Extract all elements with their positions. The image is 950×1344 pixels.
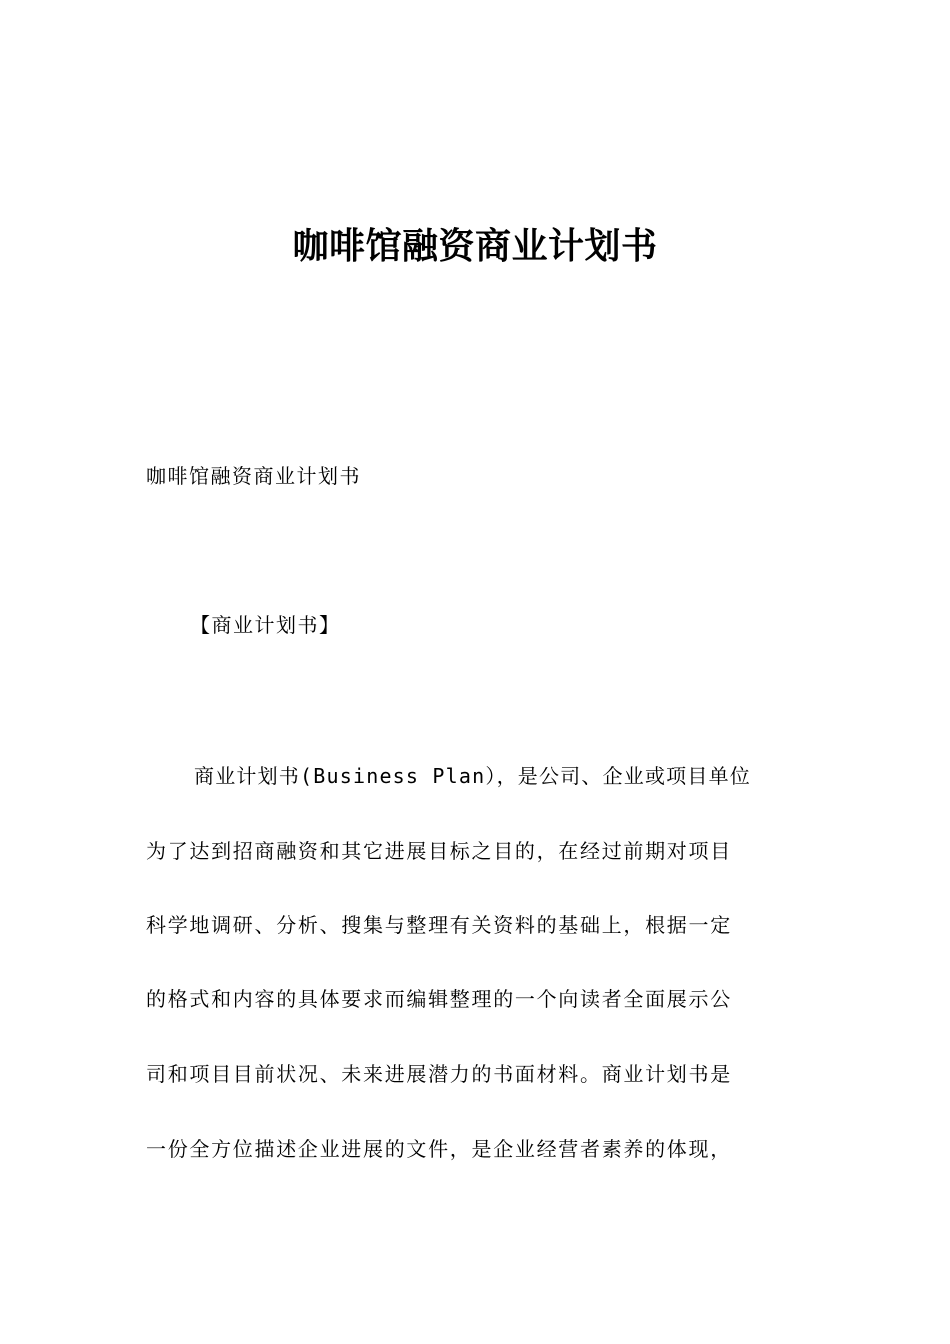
paragraph-line: 司和项目目前状况、未来进展潜力的书面材料。商业计划书是 (146, 1062, 732, 1086)
paragraph-line: 为了达到招商融资和其它进展目标之目的，在经过前期对项目 (146, 839, 732, 863)
paragraph-line: 商业计划书(Business Plan），是公司、企业或项目单位 (194, 764, 751, 788)
paragraph-line: 一份全方位描述企业进展的文件，是企业经营者素养的体现， (146, 1137, 732, 1161)
document-title: 咖啡馆融资商业计划书 (292, 226, 658, 267)
paragraph-line: 科学地调研、分析、搜集与整理有关资料的基础上，根据一定 (146, 913, 732, 937)
paragraph-line: 的格式和内容的具体要求而编辑整理的一个向读者全面展示公 (146, 987, 732, 1011)
document-subtitle: 咖啡馆融资商业计划书 (146, 464, 361, 488)
section-heading: 【商业计划书】 (190, 613, 341, 637)
